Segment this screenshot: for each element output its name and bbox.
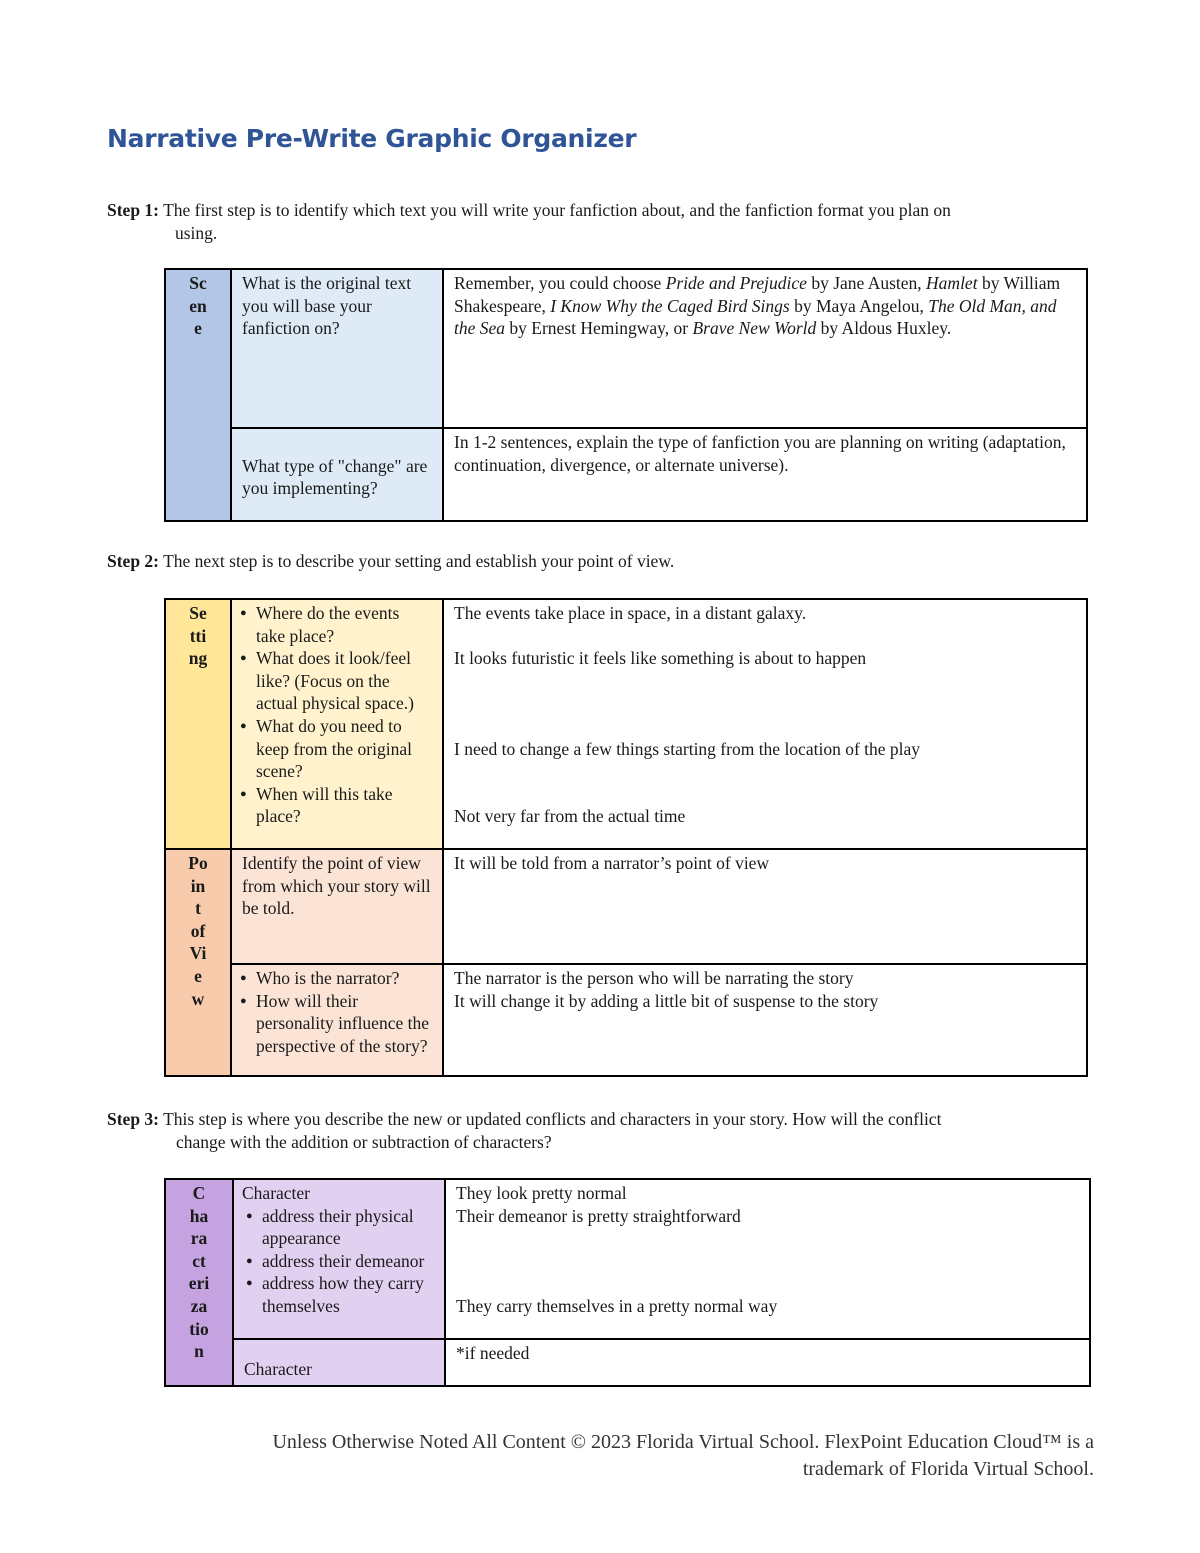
setting-answer-when: Not very far from the actual time xyxy=(454,806,686,827)
character1-answer-demeanor: Their demeanor is pretty straightforward xyxy=(456,1205,741,1226)
character1-prompts xyxy=(233,1179,445,1339)
character1-bullet-carry: ● address how they carry themselves xyxy=(246,1272,434,1317)
character1-heading: Character xyxy=(242,1183,311,1203)
setting-bullet-look: ● What does it look/feel like? (Focus on the actual physical space.) xyxy=(240,647,432,715)
character1-answer-carry: They carry themselves in a pretty normal way xyxy=(456,1295,778,1316)
step1-label: Step 1: xyxy=(107,200,160,220)
characterization-table xyxy=(164,1178,1091,1387)
character2-heading: Character xyxy=(233,1339,445,1386)
narrator-answers[interactable] xyxy=(443,964,1087,1076)
copyright-footer xyxy=(272,1429,1094,1483)
step2-text: The next step is to describe your setting and establish your point of view. xyxy=(163,551,675,571)
setting-bullet-where: ● Where do the events take place? xyxy=(240,602,432,647)
copyright-line1: Unless Otherwise Noted All Content © 2023 Florida Virtual School. FlexPoint Education Cloud™ is a xyxy=(272,1431,1094,1453)
change-type-answer[interactable]: In 1-2 sentences, explain the type of fanfiction you are planning on writing (adaptation, continuation, divergence, or alternate universe). xyxy=(443,428,1087,521)
scene-side-label: Sc en e xyxy=(165,269,231,521)
setting-answer-keep: I need to change a few things starting from the location of the play xyxy=(454,738,921,759)
character1-answers[interactable] xyxy=(445,1179,1090,1339)
pov-prompt: Identify the point of view from which your story will be told. xyxy=(231,849,443,964)
copyright-line2: trademark of Florida Virtual School. xyxy=(802,1458,1094,1480)
character2-answer[interactable]: *if needed xyxy=(445,1339,1090,1386)
step1-instructions xyxy=(107,199,1067,245)
step1-text-line2: using. xyxy=(175,223,218,243)
step3-label: Step 3: xyxy=(107,1109,160,1129)
narrator-bullet-personality: ● How will their personality influence the perspective of the story? xyxy=(240,990,432,1058)
setting-pov-table xyxy=(164,598,1088,1077)
page-title: Narrative Pre-Write Graphic Organizer xyxy=(107,124,637,153)
setting-answers[interactable] xyxy=(443,599,1087,849)
character1-answer-appearance: They look pretty normal xyxy=(456,1183,627,1203)
pov-answer[interactable]: It will be told from a narrator’s point of view xyxy=(443,849,1087,964)
character1-bullet-demeanor: ● address their demeanor xyxy=(246,1250,434,1273)
characterization-side-label: C ha ra ct eri za tio n xyxy=(165,1179,233,1386)
original-text-prompt: What is the original text you will base your fanfiction on? xyxy=(231,269,443,428)
setting-bullet-when: ● When will this take place? xyxy=(240,783,432,828)
step3-text-line2: change with the addition or subtraction of characters? xyxy=(176,1132,552,1152)
original-text-answer[interactable]: Remember, you could choose Pride and Prejudice by Jane Austen, Hamlet by William Shakespeare, I Know Why the Caged Bird Sings by Maya Angelou, The Old Man, and the Sea by Ernest Hemingway, or Brave New World by Aldous Huxley. xyxy=(443,269,1087,428)
step3-text-line1: This step is where you describe the new or updated conflicts and characters in your story. How will the conflict xyxy=(163,1109,942,1129)
setting-answer-look: It looks futuristic it feels like something is about to happen xyxy=(454,648,867,669)
narrator-answer-personality: It will change it by adding a little bit of suspense to the story xyxy=(454,990,879,1011)
change-type-prompt: What type of "change" are you implementing? xyxy=(231,428,443,521)
setting-prompts xyxy=(231,599,443,849)
setting-bullet-keep: ● What do you need to keep from the original scene? xyxy=(240,715,432,783)
step1-text-line1: The first step is to identify which text you will write your fanfiction about, and the fanfiction format you plan on xyxy=(163,200,951,220)
pov-side-label: Po in t of Vi e w xyxy=(165,849,231,1076)
scene-table xyxy=(164,268,1088,522)
narrator-prompts xyxy=(231,964,443,1076)
setting-answer-where: The events take place in space, in a distant galaxy. xyxy=(454,603,807,623)
narrator-answer-who: The narrator is the person who will be narrating the story xyxy=(454,968,854,988)
setting-side-label: Se tti ng xyxy=(165,599,231,849)
step3-instructions xyxy=(107,1108,1067,1154)
step2-instructions xyxy=(107,550,1067,573)
character1-bullet-appearance: ● address their physical appearance xyxy=(246,1205,434,1250)
narrator-bullet-who: ● Who is the narrator? xyxy=(240,967,432,990)
step2-label: Step 2: xyxy=(107,551,160,571)
